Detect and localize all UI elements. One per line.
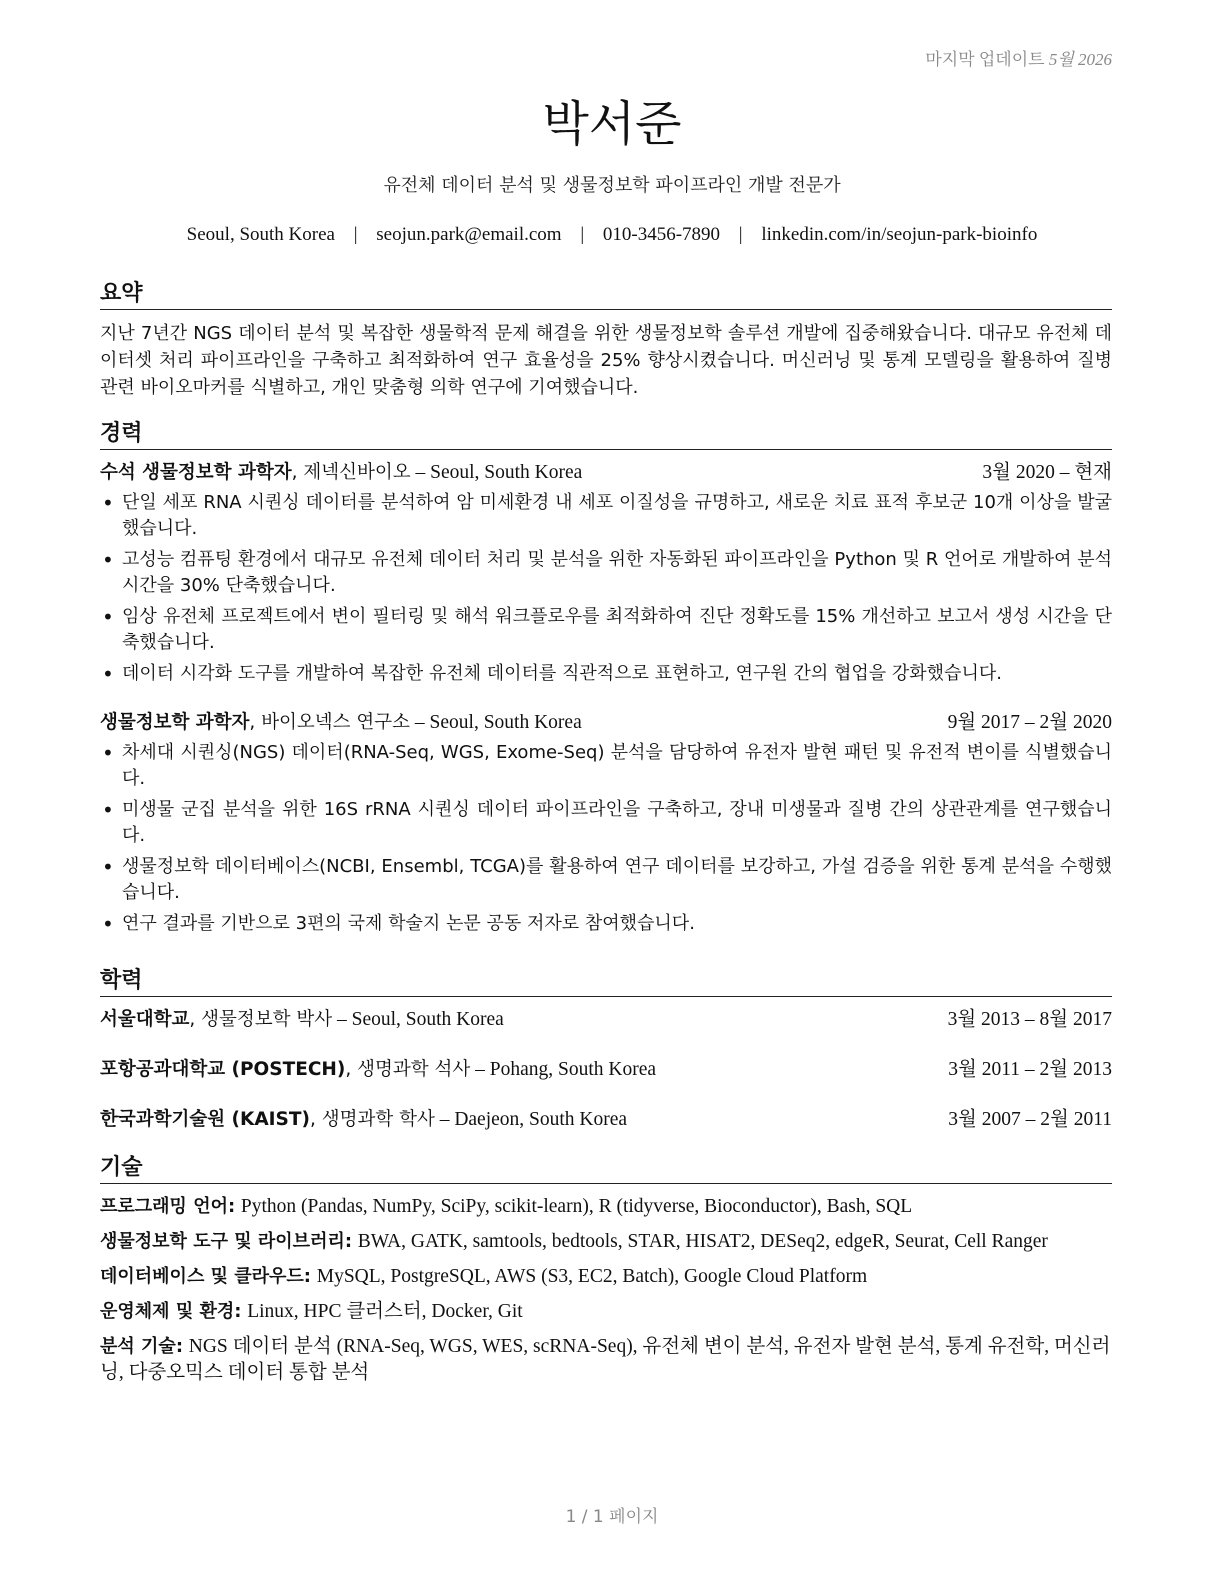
skill-label: 프로그래밍 언어: <box>100 1196 236 1217</box>
education-row: 포항공과대학교 (POSTECH), 생명과학 석사 – Pohang, South Korea 3월 2011 – 2월 2013 <box>100 1057 1112 1083</box>
contact-separator: | <box>580 224 585 245</box>
education-dates: 3월 2013 – 8월 2017 <box>947 1009 1112 1030</box>
list-item: • 임상 유전체 프로젝트에서 변이 필터링 및 해석 워크플로우를 최적화하여 진단 정확도를 15% 개선하고 보고서 생성 시간을 단축했습니다. <box>122 604 1112 656</box>
education-degree: 생물정보학 박사 <box>201 1009 333 1030</box>
contact-phone: 010-3456-7890 <box>602 224 721 245</box>
list-item: • 고성능 컴퓨팅 환경에서 대규모 유전체 데이터 처리 및 분석을 위한 자동화된 파이프라인을 Python 및 R 언어로 개발하여 분석 시간을 30% 단축했습니다. <box>122 547 1112 599</box>
contact-line <box>0 224 1224 246</box>
job-header: 수석 생물정보학 과학자, 제넥신바이오 – Seoul, South Korea 3월 2020 – 현재 <box>100 460 1112 486</box>
job-bullets <box>100 740 1112 937</box>
skill-line <box>100 1334 1112 1386</box>
job-org: 제넥신바이오 <box>303 462 411 483</box>
last-updated-month: 5월 <box>1048 50 1074 69</box>
education-dates: 3월 2011 – 2월 2013 <box>948 1059 1112 1080</box>
skill-value: Linux, HPC 클러스터, Docker, Git <box>247 1301 523 1322</box>
skill-value: NGS 데이터 분석 (RNA-Seq, WGS, WES, scRNA-Seq), 유전체 변이 분석, 유전자 발현 분석, 통계 유전학, 머신러닝, 다중오믹스 데이터 통합 분석 <box>100 1336 1111 1383</box>
job-role: 수석 생물정보학 과학자 <box>100 462 292 483</box>
last-updated-year: 2026 <box>1078 50 1112 69</box>
education-row: 한국과학기술원 (KAIST), 생명과학 학사 – Daejeon, South Korea 3월 2007 – 2월 2011 <box>100 1107 1112 1133</box>
skill-line <box>100 1264 1112 1290</box>
skill-label: 데이터베이스 및 클라우드: <box>100 1266 311 1287</box>
skill-line <box>100 1299 1112 1325</box>
skill-value: MySQL, PostgreSQL, AWS (S3, EC2, Batch), Google Cloud Platform <box>316 1266 868 1287</box>
job-entry <box>100 460 1112 687</box>
skill-line <box>100 1229 1112 1255</box>
education-location: – Seoul, South Korea <box>332 1009 504 1030</box>
list-item: • 미생물 군집 분석을 위한 16S rRNA 시퀀싱 데이터 파이프라인을 구축하고, 장내 미생물과 질병 간의 상관관계를 연구했습니다. <box>122 797 1112 849</box>
section-title-summary: 요약 <box>100 276 1112 310</box>
skills-section <box>100 1150 1112 1395</box>
skill-label: 운영체제 및 환경: <box>100 1301 242 1322</box>
skill-label: 생물정보학 도구 및 라이브러리: <box>100 1231 353 1252</box>
summary-text: 지난 7년간 NGS 데이터 분석 및 복잡한 생물학적 문제 해결을 위한 생물정보학 솔루션 개발에 집중해왔습니다. 대규모 유전체 데이터셋 처리 파이프라인을 구축하고 최적화하여 연구 효율성을 25% 향상시켰습니다. 머신러닝 및 통계 모델링을 활용하여 질병 관련 바이오마커를 식별하고, 개인 맞춤형 의학 연구에 기여했습니다. <box>100 323 1112 398</box>
education-dates: 3월 2007 – 2월 2011 <box>948 1109 1112 1130</box>
education-school: 한국과학기술원 (KAIST) <box>100 1109 310 1130</box>
education-degree: 생명과학 학사 <box>321 1109 435 1130</box>
list-item: • 단일 세포 RNA 시퀀싱 데이터를 분석하여 암 미세환경 내 세포 이질성을 규명하고, 새로운 치료 표적 후보군 10개 이상을 발굴했습니다. <box>122 490 1112 542</box>
skill-value: BWA, GATK, samtools, bedtools, STAR, HISAT2, DESeq2, edgeR, Seurat, Cell Ranger <box>357 1231 1048 1252</box>
list-item: • 데이터 시각화 도구를 개발하여 복잡한 유전체 데이터를 직관적으로 표현하고, 연구원 간의 협업을 강화했습니다. <box>122 661 1112 687</box>
education-degree: 생명과학 석사 <box>357 1059 471 1080</box>
experience-section <box>100 416 1112 942</box>
section-title-skills: 기술 <box>100 1150 1112 1184</box>
skill-line <box>100 1194 1112 1220</box>
job-header: 생물정보학 과학자, 바이오넥스 연구소 – Seoul, South Korea 9월 2017 – 2월 2020 <box>100 710 1112 736</box>
job-org: 바이오넥스 연구소 <box>261 712 411 733</box>
education-section <box>100 963 1112 1157</box>
list-item: • 연구 결과를 기반으로 3편의 국제 학술지 논문 공동 저자로 참여했습니다. <box>122 911 1112 937</box>
contact-email[interactable]: seojun.park@email.com <box>376 224 562 245</box>
contact-location: Seoul, South Korea <box>186 224 335 245</box>
list-item: • 생물정보학 데이터베이스(NCBI, Ensembl, TCGA)를 활용하여 연구 데이터를 보강하고, 가설 검증을 위한 통계 분석을 수행했습니다. <box>122 854 1112 906</box>
job-location: – Seoul, South Korea <box>410 462 583 483</box>
page-title: 박서준 <box>542 96 682 152</box>
last-updated <box>925 45 1112 70</box>
list-item: • 차세대 시퀀싱(NGS) 데이터(RNA-Seq, WGS, Exome-Seq) 분석을 담당하여 유전자 발현 패턴 및 유전적 변이를 식별했습니다. <box>122 740 1112 792</box>
last-updated-label: 마지막 업데이트 <box>925 50 1045 69</box>
job-role: 생물정보학 과학자 <box>100 712 250 733</box>
section-title-experience: 경력 <box>100 416 1112 450</box>
job-dates: 9월 2017 – 2월 2020 <box>947 712 1112 733</box>
skill-value: Python (Pandas, NumPy, SciPy, scikit-learn), R (tidyverse, Bioconductor), Bash, SQL <box>240 1196 913 1217</box>
contact-linkedin[interactable]: linkedin.com/in/seojun-park-bioinfo <box>761 224 1038 245</box>
section-title-education: 학력 <box>100 963 1112 997</box>
tagline: 유전체 데이터 분석 및 생물정보학 파이프라인 개발 전문가 <box>383 175 841 196</box>
contact-separator: | <box>353 224 358 245</box>
job-dates: 3월 2020 – 현재 <box>982 462 1112 483</box>
skill-label: 분석 기술: <box>100 1336 184 1357</box>
education-school: 포항공과대학교 (POSTECH) <box>100 1059 346 1080</box>
job-entry <box>100 710 1112 937</box>
education-location: – Daejeon, South Korea <box>434 1109 628 1130</box>
education-location: – Pohang, South Korea <box>470 1059 657 1080</box>
education-row: 서울대학교, 생물정보학 박사 – Seoul, South Korea 3월 2013 – 8월 2017 <box>100 1007 1112 1033</box>
contact-separator: | <box>738 224 743 245</box>
education-school: 서울대학교 <box>100 1009 190 1030</box>
job-bullets <box>100 490 1112 687</box>
summary-section <box>100 276 1112 401</box>
job-location: – Seoul, South Korea <box>410 712 582 733</box>
page-number: 1 / 1 페이지 <box>565 1507 659 1527</box>
